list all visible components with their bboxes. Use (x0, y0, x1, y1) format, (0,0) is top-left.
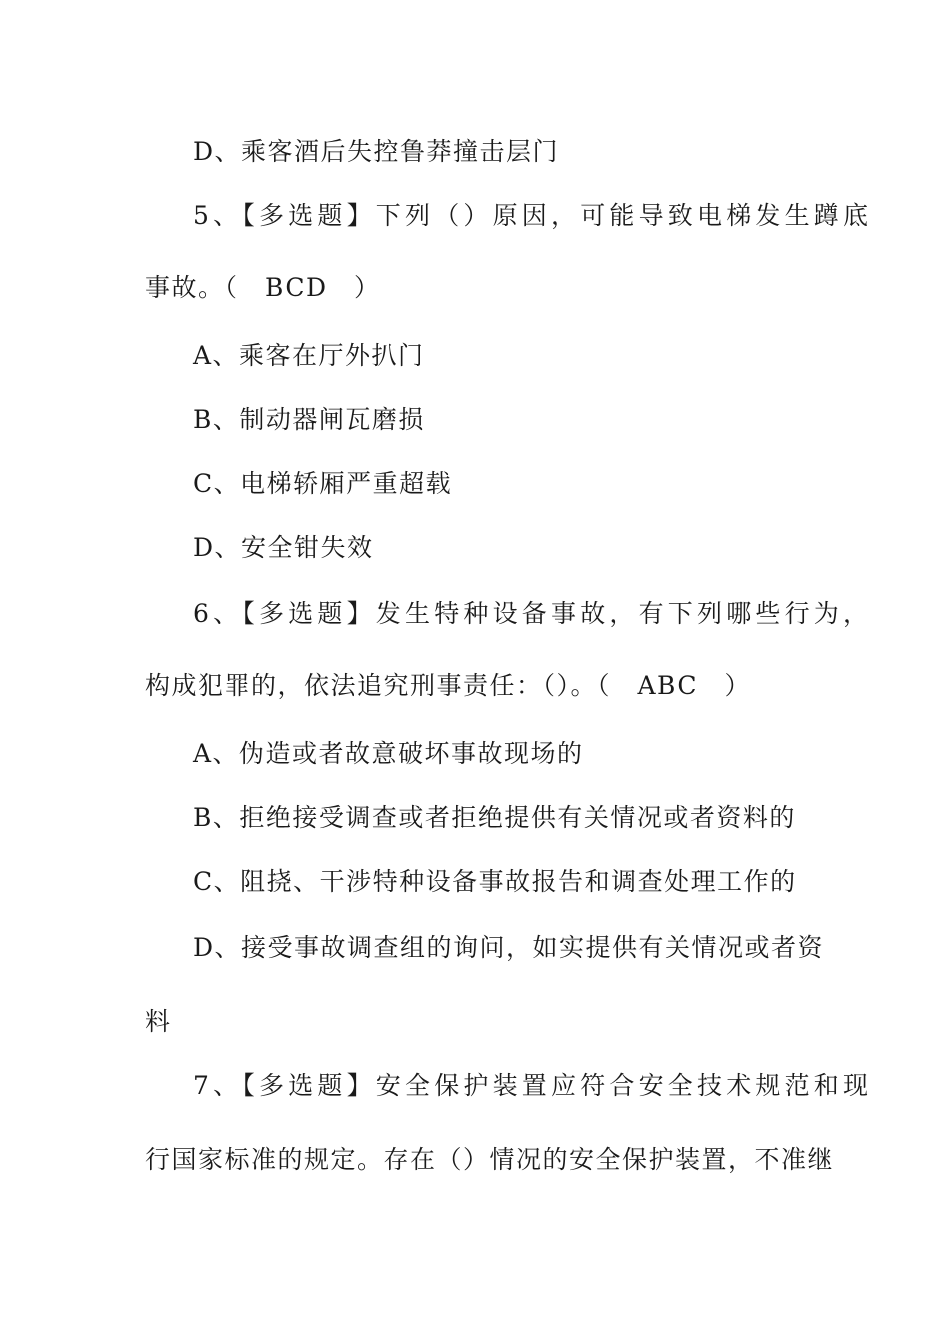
option-a-q6: A、伪造或者故意破坏事故现场的 (193, 739, 584, 768)
question-7-line-2: 行国家标准的规定。存在（）情况的安全保护装置，不准继 (145, 1145, 835, 1174)
question-5-line-2: 事故。（ BCD ） (145, 273, 381, 302)
option-b-q5: B、制动器闸瓦磨损 (193, 405, 425, 434)
option-d-q6-line-2: 料 (145, 1007, 172, 1036)
option-b-q6: B、拒绝接受调查或者拒绝提供有关情况或者资料的 (193, 803, 796, 832)
option-d-q5: D、安全钳失效 (193, 533, 374, 562)
option-d-q4: D、乘客酒后失控鲁莽撞击层门 (193, 137, 560, 166)
option-c-q6: C、阻挠、干涉特种设备事故报告和调查处理工作的 (193, 867, 797, 896)
option-c-q5: C、电梯轿厢严重超载 (193, 469, 453, 498)
question-6-line-1: 6、【多选题】发生特种设备事故，有下列哪些行为， (193, 599, 873, 628)
question-6-line-2: 构成犯罪的，依法追究刑事责任：（）。（ ABC ） (145, 671, 752, 700)
question-7-line-1: 7、【多选题】安全保护装置应符合安全技术规范和现 (193, 1071, 873, 1100)
option-d-q6-line-1: D、接受事故调查组的询问，如实提供有关情况或者资 (193, 933, 825, 962)
question-5-line-1: 5、【多选题】下列（）原因，可能导致电梯发生蹲底 (193, 201, 873, 230)
option-a-q5: A、乘客在厅外扒门 (193, 341, 425, 370)
